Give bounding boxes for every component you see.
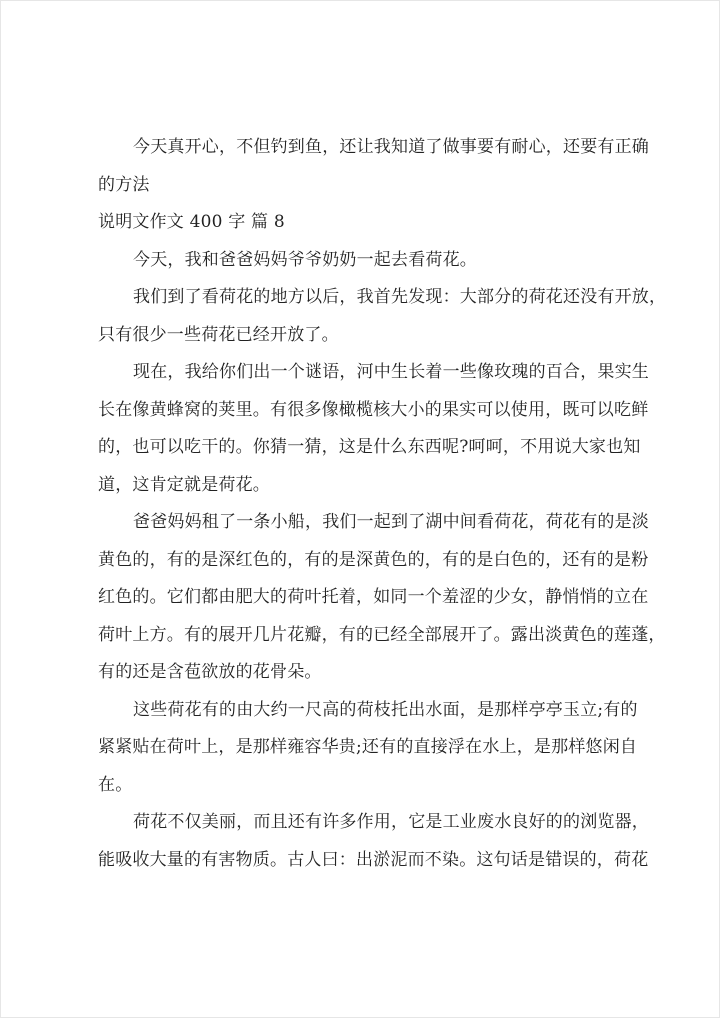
text-line: 黄色的，有的是深红色的，有的是深黄色的，有的是白色的，还有的是粉 [98, 549, 649, 570]
paragraph [98, 279, 667, 354]
text-line: 这些荷花有的由大约一尺高的荷枝托出水面，是那样亭亭玉立;有的 [133, 699, 638, 720]
section-heading [98, 204, 658, 242]
text-line: 现在，我给你们出一个谜语，河中生长着一些像玫瑰的百合，果实生 [133, 362, 649, 382]
text-line: 爸爸妈妈租了一条小船，我们一起到了湖中间看荷花，荷花有的是淡 [133, 512, 649, 532]
text-line: 荷叶上方。有的展开几片花瓣，有的已经全部展开了。露出淡黄色的莲蓬， [98, 624, 666, 645]
text-line: 只有很少一些荷花已经开放了。 [98, 324, 339, 345]
paragraph [98, 129, 658, 204]
text-line: 的方法 [98, 174, 150, 195]
text-line: 我们到了看荷花的地方以后，我首先发现：大部分的荷花还没有开放， [133, 287, 667, 307]
text-line: 能吸收大量的有害物质。古人曰：出淤泥而不染。这句话是错误的，荷花 [98, 849, 649, 870]
paragraph [98, 692, 658, 805]
paragraph [98, 242, 658, 280]
text-line: 道，这肯定就是荷花。 [98, 474, 270, 495]
paragraph [98, 354, 658, 504]
text-line: 说明文作文 400 字 篇 8 [98, 212, 285, 232]
text-line: 长在像黄蜂窝的荚里。有很多像橄榄核大小的果实可以使用，既可以吃鲜 [98, 399, 649, 420]
document-body [98, 129, 667, 879]
text-line: 今天真开心，不但钓到鱼，还让我知道了做事要有耐心，还要有正确 [133, 137, 649, 157]
text-line: 今天，我和爸爸妈妈爷爷奶奶一起去看荷花。 [133, 249, 477, 270]
paragraph [98, 504, 666, 692]
text-line: 紧紧贴在荷叶上，是那样雍容华贵;还有的直接浮在水上，是那样悠闲自 [98, 737, 638, 757]
text-line: 的，也可以吃干的。你猜一猜，这是什么东西呢?呵呵，不用说大家也知 [98, 437, 641, 457]
text-line: 有的还是含苞欲放的花骨朵。 [98, 662, 322, 682]
text-line: 荷花不仅美丽，而且还有许多作用，它是工业废水良好的的浏览器， [133, 812, 649, 832]
text-line: 红色的。它们都由肥大的荷叶托着，如同一个羞涩的少女，静悄悄的立在 [98, 587, 649, 607]
text-line: 在。 [98, 774, 133, 795]
paragraph [98, 804, 658, 879]
